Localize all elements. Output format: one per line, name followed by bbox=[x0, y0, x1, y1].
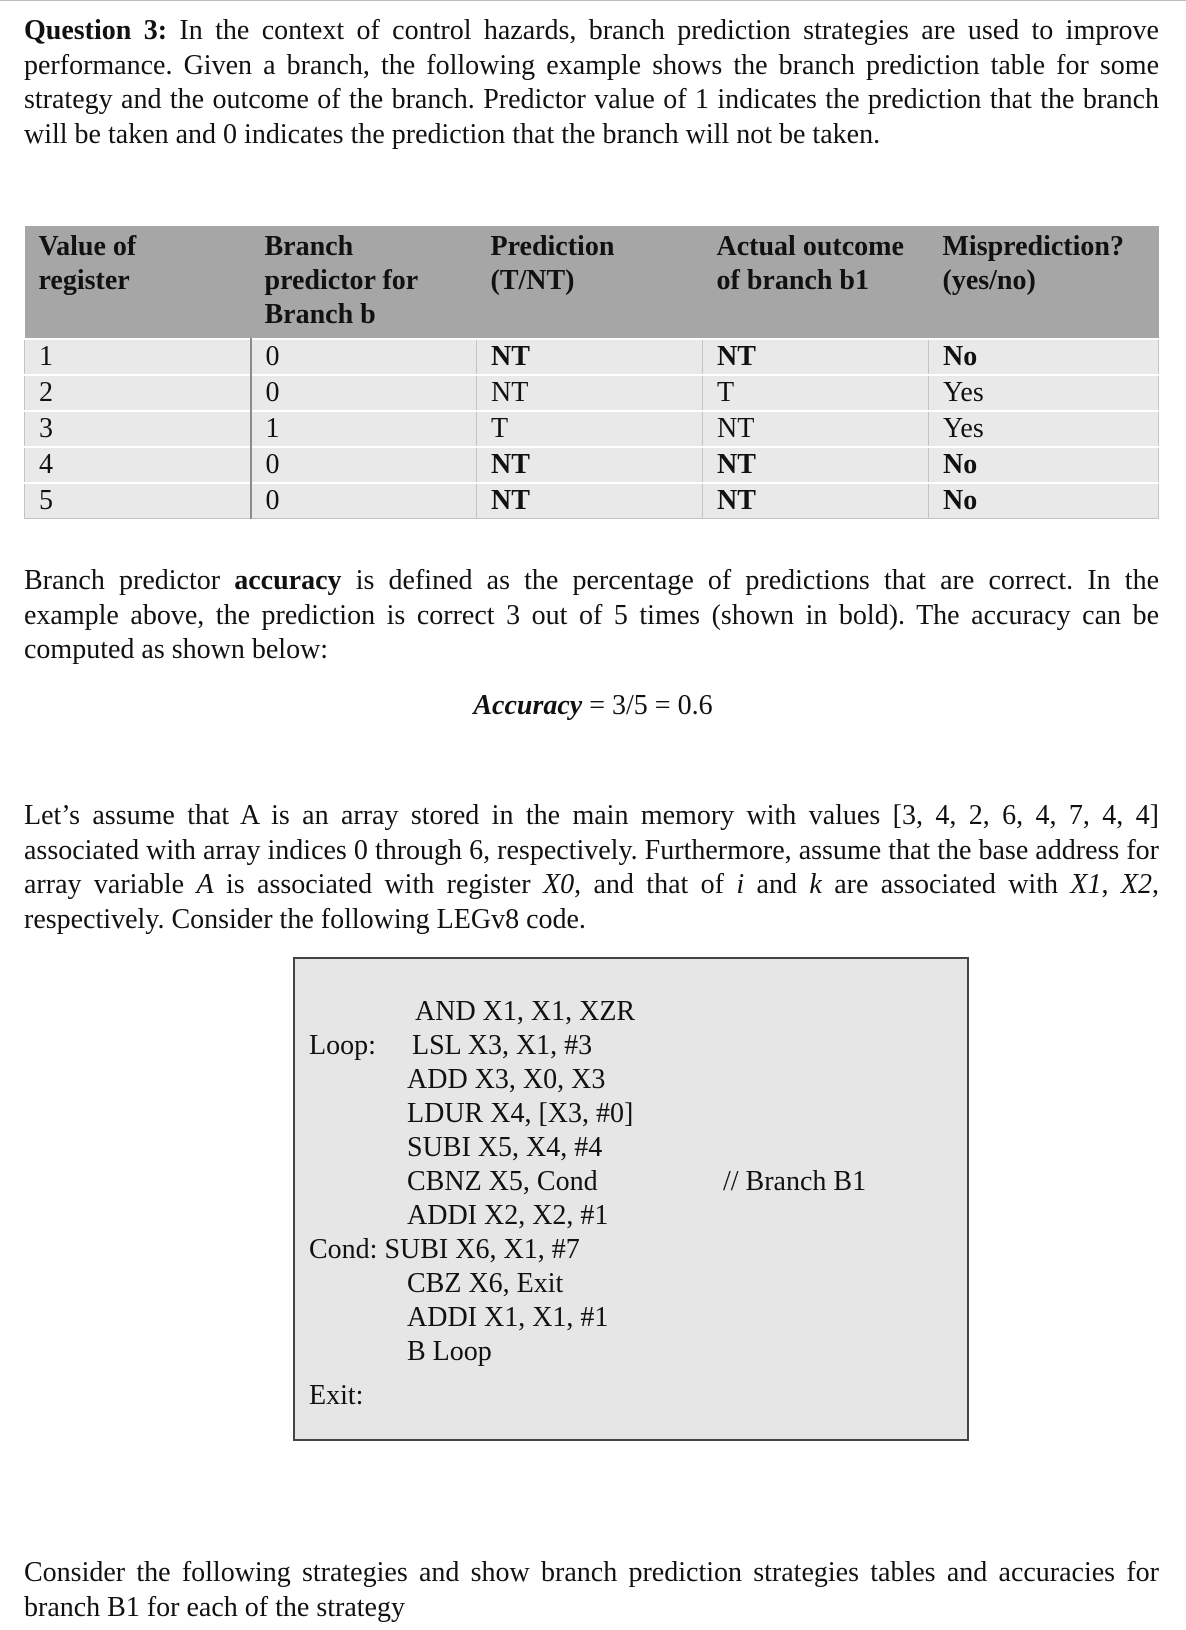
top-divider bbox=[0, 0, 1186, 1]
formula-lhs: Accuracy bbox=[473, 690, 583, 721]
code-line: B Loop bbox=[407, 1336, 492, 1367]
cell-misprediction: No bbox=[929, 483, 1159, 519]
table-row bbox=[25, 339, 1159, 375]
cell-predictor: 1 bbox=[251, 411, 477, 447]
header-value-of-register: Value of register bbox=[25, 226, 251, 339]
cell-actual: NT bbox=[703, 411, 929, 447]
cell-register: 3 bbox=[25, 411, 251, 447]
strategies-paragraph: Consider the following strategies and show branch prediction strategies tables and accuracies for branch B1 for each of the strategy bbox=[24, 1557, 1159, 1623]
table-row bbox=[25, 375, 1159, 411]
code-line: SUBI X5, X4, #4 bbox=[407, 1132, 603, 1163]
table-row bbox=[25, 447, 1159, 483]
header-prediction: Prediction (T/NT) bbox=[477, 226, 703, 339]
cell-prediction: NT bbox=[477, 447, 703, 483]
code-line: LDUR X4, [X3, #0] bbox=[407, 1098, 634, 1129]
code-line: ADD X3, X0, X3 bbox=[407, 1064, 606, 1095]
table-header-row bbox=[25, 226, 1159, 339]
cell-misprediction: No bbox=[929, 339, 1159, 375]
code-line: ADDI X1, X1, #1 bbox=[407, 1302, 609, 1333]
code-line-cond: Cond: SUBI X6, X1, #7 bbox=[309, 1234, 580, 1265]
accuracy-paragraph: Branch predictor accuracy is defined as the percentage of predictions that are correct. In the example above, the prediction is correct 3 out of 5 times (shown in bold). The accuracy can be computed as shown below: bbox=[24, 565, 1160, 665]
cell-prediction: NT bbox=[477, 375, 703, 411]
code-line: LSL X3, X1, #3 bbox=[412, 1030, 593, 1061]
cell-register: 5 bbox=[25, 483, 251, 519]
cell-prediction: NT bbox=[477, 483, 703, 519]
code-listing-box bbox=[293, 957, 969, 1441]
cell-actual: NT bbox=[703, 339, 929, 375]
array-paragraph: Let’s assume that A is an array stored in the main memory with values [3, 4, 2, 6, 4, 7, 4, 4] associated with array indices 0 through 6, respectively. Furthermore, assume that the base address for array variable A is associated with register X0, and that of i and k are associated with X1, X2, respectively. Consider the following LEGv8 code. bbox=[24, 800, 1159, 935]
code-line: AND X1, X1, XZR bbox=[415, 996, 636, 1027]
cell-predictor: 0 bbox=[251, 375, 477, 411]
branch-prediction-table bbox=[24, 226, 1159, 519]
cell-prediction: T bbox=[477, 411, 703, 447]
cell-predictor: 0 bbox=[251, 447, 477, 483]
header-branch-predictor: Branch predictor for Branch b bbox=[251, 226, 477, 339]
table-row bbox=[25, 483, 1159, 519]
cell-misprediction: Yes bbox=[929, 411, 1159, 447]
accuracy-term: accuracy bbox=[234, 565, 342, 596]
cell-misprediction: Yes bbox=[929, 375, 1159, 411]
question-intro: In the context of control hazards, branch prediction strategies are used to improve performance. Given a branch, the following example shows the branch prediction table for some strategy and the outcome of the branch. Predictor value of 1 indicates the prediction that the branch will be taken and 0 indicates the prediction that the branch will not be taken. bbox=[24, 15, 1159, 150]
cell-misprediction: No bbox=[929, 447, 1159, 483]
code-comment-branch-b1: // Branch B1 bbox=[723, 1166, 867, 1197]
cell-register: 1 bbox=[25, 339, 251, 375]
formula-rhs: = 3/5 = 0.6 bbox=[582, 690, 713, 721]
accuracy-formula bbox=[0, 690, 1186, 722]
code-label-exit: Exit: bbox=[309, 1380, 364, 1411]
code-line: ADDI X2, X2, #1 bbox=[407, 1200, 609, 1231]
header-misprediction: Misprediction? (yes/no) bbox=[929, 226, 1159, 339]
cell-register: 4 bbox=[25, 447, 251, 483]
question-label: Question 3: bbox=[24, 15, 168, 46]
cell-predictor: 0 bbox=[251, 339, 477, 375]
cell-register: 2 bbox=[25, 375, 251, 411]
cell-actual: NT bbox=[703, 483, 929, 519]
cell-actual: NT bbox=[703, 447, 929, 483]
code-line: CBNZ X5, Cond bbox=[407, 1166, 598, 1197]
table-row bbox=[25, 411, 1159, 447]
code-label-loop: Loop: bbox=[309, 1030, 376, 1061]
cell-prediction: NT bbox=[477, 339, 703, 375]
cell-predictor: 0 bbox=[251, 483, 477, 519]
header-actual-outcome: Actual outcome of branch b1 bbox=[703, 226, 929, 339]
code-line: CBZ X6, Exit bbox=[407, 1268, 564, 1299]
cell-actual: T bbox=[703, 375, 929, 411]
question-paragraph bbox=[24, 14, 1159, 152]
